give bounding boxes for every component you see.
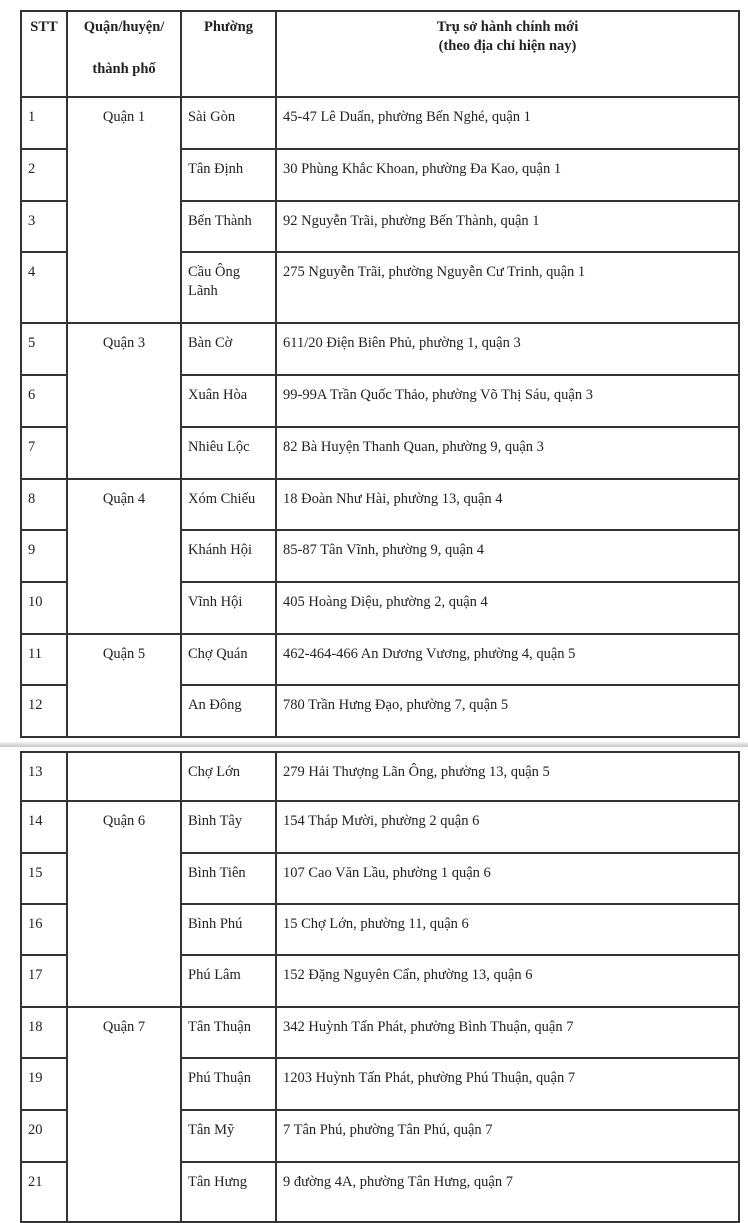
table-row	[21, 801, 739, 853]
address-cell: 462-464-466 An Dương Vương, phường 4, quận 5	[276, 634, 739, 685]
header-district-line2: thành phố	[92, 61, 156, 77]
address-cell: 85-87 Tân Vĩnh, phường 9, quận 4	[276, 530, 739, 582]
table-row	[21, 479, 739, 530]
stt-cell: 1	[21, 97, 67, 149]
stt-cell: 4	[21, 252, 67, 323]
district-cell: Quận 4	[67, 479, 181, 634]
stt-cell: 21	[21, 1162, 67, 1222]
stt-cell: 17	[21, 955, 67, 1007]
stt-cell: 11	[21, 634, 67, 685]
header-office-line2: (theo địa chỉ hiện nay)	[438, 38, 577, 54]
stt-cell: 13	[21, 752, 67, 801]
table-row	[21, 634, 739, 685]
ward-cell: Bến Thành	[181, 201, 276, 252]
stt-cell: 5	[21, 323, 67, 375]
district-cell: Quận 6	[67, 801, 181, 1007]
district-cell: Quận 5	[67, 634, 181, 737]
stt-cell: 3	[21, 201, 67, 252]
ward-cell: Tân Thuận	[181, 1007, 276, 1058]
district-cell: Quận 3	[67, 323, 181, 479]
ward-cell: Bình Tiên	[181, 853, 276, 904]
ward-cell: Nhiêu Lộc	[181, 427, 276, 479]
wards-table-part-1	[20, 10, 740, 738]
ward-cell: Xóm Chiếu	[181, 479, 276, 530]
ward-cell: Sài Gòn	[181, 97, 276, 149]
stt-cell: 8	[21, 479, 67, 530]
header-district	[67, 11, 181, 97]
ward-cell: Bình Phú	[181, 904, 276, 955]
ward-cell: Xuân Hòa	[181, 375, 276, 427]
address-cell: 154 Tháp Mười, phường 2 quận 6	[276, 801, 739, 853]
ward-cell: Cầu Ông Lãnh	[181, 252, 276, 323]
ward-cell: Bình Tây	[181, 801, 276, 853]
ward-cell: Phú Thuận	[181, 1058, 276, 1110]
ward-cell: An Đông	[181, 685, 276, 737]
ward-cell: Tân Hưng	[181, 1162, 276, 1222]
address-cell: 1203 Huỳnh Tấn Phát, phường Phú Thuận, quận 7	[276, 1058, 739, 1110]
header-ward: Phường	[181, 11, 276, 97]
district-cell: Quận 7	[67, 1007, 181, 1222]
stt-cell: 6	[21, 375, 67, 427]
address-cell: 342 Huỳnh Tấn Phát, phường Bình Thuận, quận 7	[276, 1007, 739, 1058]
stt-cell: 19	[21, 1058, 67, 1110]
stt-cell: 7	[21, 427, 67, 479]
district-cell: Quận 1	[67, 97, 181, 323]
address-cell: 99-99A Trần Quốc Thảo, phường Võ Thị Sáu, quận 3	[276, 375, 739, 427]
stt-cell: 12	[21, 685, 67, 737]
address-cell: 107 Cao Văn Lầu, phường 1 quận 6	[276, 853, 739, 904]
header-office	[276, 11, 739, 97]
address-cell: 275 Nguyễn Trãi, phường Nguyễn Cư Trinh, quận 1	[276, 252, 739, 323]
header-office-line1: Trụ sở hành chính mới	[436, 19, 579, 35]
table-row	[21, 752, 739, 801]
ward-cell: Khánh Hội	[181, 530, 276, 582]
table-row	[21, 1007, 739, 1058]
wards-table-part-2	[20, 751, 740, 1223]
address-cell: 82 Bà Huyện Thanh Quan, phường 9, quận 3	[276, 427, 739, 479]
table-header-row	[21, 11, 739, 97]
ward-cell: Chợ Quán	[181, 634, 276, 685]
stt-cell: 18	[21, 1007, 67, 1058]
address-cell: 152 Đặng Nguyên Cẩn, phường 13, quận 6	[276, 955, 739, 1007]
stt-cell: 16	[21, 904, 67, 955]
district-cell	[67, 752, 181, 801]
address-cell: 279 Hải Thượng Lãn Ông, phường 13, quận 5	[276, 752, 739, 801]
header-stt: STT	[21, 11, 67, 97]
ward-cell: Tân Định	[181, 149, 276, 201]
address-cell: 30 Phùng Khắc Khoan, phường Đa Kao, quận 1	[276, 149, 739, 201]
stt-cell: 2	[21, 149, 67, 201]
ward-cell: Phú Lâm	[181, 955, 276, 1007]
address-cell: 780 Trần Hưng Đạo, phường 7, quận 5	[276, 685, 739, 737]
stt-cell: 20	[21, 1110, 67, 1162]
header-district-line1: Quận/huyện/	[83, 19, 165, 35]
address-cell: 611/20 Điện Biên Phủ, phường 1, quận 3	[276, 323, 739, 375]
address-cell: 405 Hoàng Diệu, phường 2, quận 4	[276, 582, 739, 634]
ward-cell: Chợ Lớn	[181, 752, 276, 801]
ward-cell: Tân Mỹ	[181, 1110, 276, 1162]
address-cell: 15 Chợ Lớn, phường 11, quận 6	[276, 904, 739, 955]
ward-cell: Vĩnh Hội	[181, 582, 276, 634]
stt-cell: 9	[21, 530, 67, 582]
stt-cell: 14	[21, 801, 67, 853]
address-cell: 9 đường 4A, phường Tân Hưng, quận 7	[276, 1162, 739, 1222]
stt-cell: 10	[21, 582, 67, 634]
address-cell: 18 Đoàn Như Hài, phường 13, quận 4	[276, 479, 739, 530]
address-cell: 92 Nguyễn Trãi, phường Bến Thành, quận 1	[276, 201, 739, 252]
table-row	[21, 323, 739, 375]
page-break-divider	[0, 742, 748, 747]
table-row	[21, 97, 739, 149]
address-cell: 7 Tân Phú, phường Tân Phú, quận 7	[276, 1110, 739, 1162]
ward-cell: Bàn Cờ	[181, 323, 276, 375]
address-cell: 45-47 Lê Duẩn, phường Bến Nghé, quận 1	[276, 97, 739, 149]
stt-cell: 15	[21, 853, 67, 904]
